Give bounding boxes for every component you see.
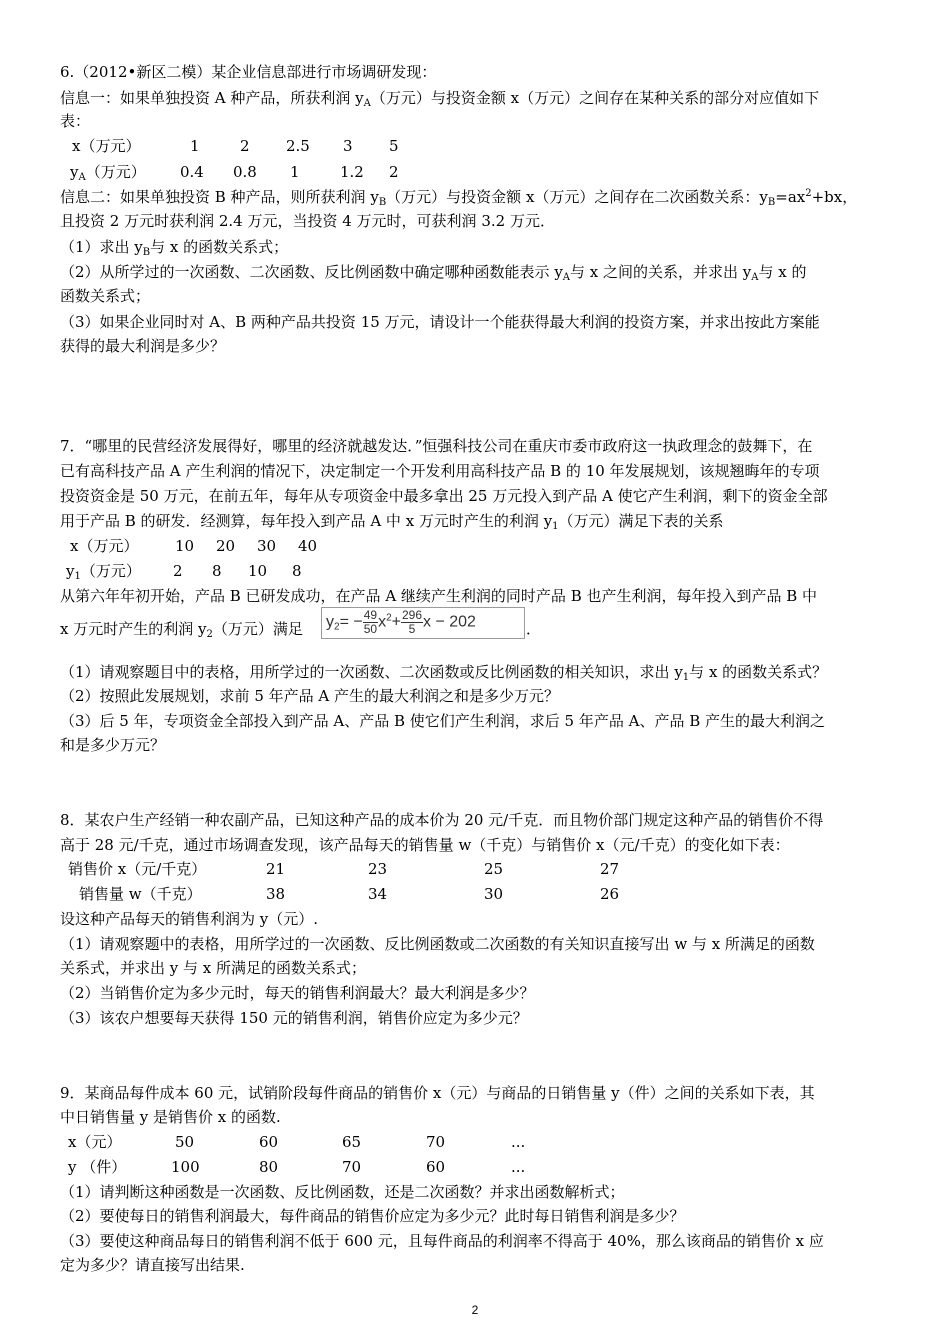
q7-table-cell: 2 — [173, 562, 183, 580]
q7-table-y-label: $y_1$（万元） — [66, 562, 141, 582]
q7-table-cell: 10 — [175, 537, 195, 555]
q7-table-x-label: x（万元） — [70, 537, 139, 555]
q9-table-cell: 70 — [342, 1158, 362, 1176]
q8-table-x-label: 销售价 x（元/千克） — [68, 860, 207, 878]
q9-table-cell: 60 — [259, 1133, 279, 1151]
q7-table-cell: 8 — [212, 562, 222, 580]
q7-table-cell: 8 — [292, 562, 302, 580]
q9-part3-cont: 定为多少？请直接写出结果. — [60, 1256, 245, 1274]
q6-table-cell: 0.4 — [180, 163, 204, 181]
q8-part2: （2）当销售价定为多少元时，每天的销售利润最大？最大利润是多少？ — [60, 984, 535, 1002]
q8-table-cell: 34 — [368, 885, 388, 903]
page-number: 2 — [471, 1303, 479, 1317]
q6-table-cell: 1 — [190, 137, 200, 155]
q6-table-cell: 2 — [389, 163, 399, 181]
q9-table-cell: ... — [511, 1133, 526, 1151]
q6-table-cell: 3 — [343, 137, 353, 155]
q9-table-cell: 70 — [426, 1133, 446, 1151]
q9-table-cell: 60 — [426, 1158, 446, 1176]
q7-line: 用于产品 B 的研发．经测算，每年投入到产品 A 中 x 万元时产生的利润 $y_1$（万元）满足下表的关系 — [60, 512, 724, 532]
q7-table-cell: 30 — [257, 537, 277, 555]
q8-line: 设这种产品每天的销售利润为 y（元）. — [60, 910, 319, 928]
q7-line: x 万元时产生的利润 $y_2$（万元）满足 — [60, 620, 303, 640]
q6-info1-cont: 表： — [60, 112, 91, 130]
q7-part3-cont: 和是多少万元？ — [60, 736, 166, 754]
q8-table-y-label: 销售量 w（千克） — [79, 885, 202, 903]
q7-line-end: ． — [526, 620, 542, 638]
q7-table-cell: 20 — [216, 537, 236, 555]
q6-part3-cont: 获得的最大利润是多少？ — [60, 337, 226, 355]
q8-table-cell: 38 — [266, 885, 286, 903]
q8-table-cell: 30 — [484, 885, 504, 903]
q7-part2: （2）按照此发展规划，求前 5 年产品 A 产生的最大利润之和是多少万元？ — [60, 687, 559, 705]
q7-line: 投资资金是 50 万元，在前五年，每年从专项资金中最多拿出 25 万元投入到产品 A 使它产生利润，剩下的资金全部 — [60, 487, 828, 505]
q6-table-cell: 2.5 — [286, 137, 310, 155]
q9-table-x-label: x（元） — [68, 1133, 122, 1151]
q7-line: 7．“哪里的民营经济发展得好，哪里的经济就越发达．”恒强科技公司在重庆市委市政府这一执政理念的鼓舞下，在 — [60, 437, 813, 455]
q8-part3: （3）该农户想要每天获得 150 元的销售利润，销售价应定为多少元？ — [60, 1009, 528, 1027]
q6-info2: 信息二：如果单独投资 B 种产品，则所获利润 $y_B$（万元）与投资金额 x（万元）之间存在二次函数关系：$y_B=ax^2+bx$， — [60, 188, 858, 208]
q9-line: 9．某商品每件成本 60 元，试销阶段每件商品的销售价 x（元）与商品的日销售量 y（件）之间的关系如下表，其 — [60, 1084, 815, 1102]
q9-part2: （2）要使每日的销售利润最大，每件商品的销售价应定为多少元？此时每日销售利润是多少？ — [60, 1207, 685, 1225]
q7-table-cell: 10 — [248, 562, 268, 580]
q6-part2: （2）从所学过的一次函数、二次函数、反比例函数中确定哪种函数能表示 $y_A$与 x 之间的关系，并求出 $y_A$与 x 的 — [60, 263, 807, 283]
q8-table-cell: 25 — [484, 860, 504, 878]
q9-table-cell: ... — [511, 1158, 526, 1176]
q8-table-cell: 26 — [600, 885, 620, 903]
q6-table-cell: 0.8 — [233, 163, 257, 181]
q8-table-cell: 21 — [266, 860, 286, 878]
q8-line: 高于 28 元/千克，通过市场调查发现，该产品每天的销售量 w（千克）与销售价 x（元/千克）的变化如下表： — [60, 836, 790, 854]
q6-info1: 信息一：如果单独投资 A 种产品，所获利润 $y_A$（万元）与投资金额 x（万元）之间存在某种关系的部分对应值如下 — [60, 89, 820, 109]
q9-table-cell: 80 — [259, 1158, 279, 1176]
q9-table-cell: 100 — [171, 1158, 200, 1176]
q9-table-y-label: y （件） — [68, 1158, 127, 1176]
q9-line: 中日销售量 y 是销售价 x 的函数. — [60, 1108, 281, 1126]
q9-table-cell: 65 — [342, 1133, 362, 1151]
q6-table-y-label: $y_A$（万元） — [70, 163, 146, 183]
q8-part1-cont: 关系式，并求出 y 与 x 所满足的函数关系式； — [60, 959, 367, 977]
q9-part3: （3）要使这种商品每日的销售利润不低于 600 元，且每件商品的利润率不得高于 40%，那么该商品的销售价 x 应 — [60, 1232, 824, 1250]
q8-part1: （1）请观察题中的表格，用所学过的一次函数、反比例函数或二次函数的有关知识直接写出 w 与 x 所满足的函数 — [60, 935, 815, 953]
q7-line: 已有高科技产品 A 产生利润的情况下，决定制定一个开发利用高科技产品 B 的 10 年发展规划，该规翘晦年的专项 — [60, 462, 820, 480]
q6-table-cell: 5 — [389, 137, 399, 155]
q6-table-x-label: x（万元） — [72, 137, 141, 155]
q6-table-cell: 1 — [290, 163, 300, 181]
q9-part1: （1）请判断这种函数是一次函数、反比例函数，还是二次函数？并求出函数解析式； — [60, 1183, 625, 1201]
q8-line: 8．某农户生产经销一种农副产品，已知这种产品的成本价为 20 元/千克．而且物价部门规定这种产品的销售价不得 — [60, 811, 824, 829]
q6-table-cell: 2 — [240, 137, 250, 155]
q6-title: 6.（2012•新区二模）某企业信息部进行市场调研发现： — [60, 63, 437, 81]
q7-formula-image — [321, 607, 525, 639]
q8-table-cell: 27 — [600, 860, 620, 878]
q8-table-cell: 23 — [368, 860, 388, 878]
q6-part2-cont: 函数关系式； — [60, 287, 151, 305]
q6-part3: （3）如果企业同时对 A、B 两种产品共投资 15 万元，请设计一个能获得最大利润的投资方案，并求出按此方案能 — [60, 313, 820, 331]
q7-line: 从第六年年初开始，产品 B 已研发成功，在产品 A 继续产生利润的同时产品 B 也产生利润，每年投入到产品 B 中 — [60, 587, 818, 605]
q6-part1: （1）求出 $y_B$与 x 的函数关系式； — [60, 238, 289, 258]
q9-table-cell: 50 — [175, 1133, 195, 1151]
q7-table-cell: 40 — [298, 537, 318, 555]
q7-formula: $y_2=$ − $\frac{49}{50}$ $x^2+$ $\frac{296}{5}$ x − 202 — [326, 608, 476, 636]
q6-info2-cont: 且投资 2 万元时获利润 2.4 万元，当投资 4 万元时，可获利润 3.2 万元． — [60, 212, 555, 230]
q6-table-cell: 1.2 — [340, 163, 364, 181]
q7-part1: （1）请观察题目中的表格，用所学过的一次函数、二次函数或反比例函数的相关知识，求出 $y_1$与 x 的函数关系式？ — [60, 663, 828, 683]
q7-part3: （3）后 5 年，专项资金全部投入到产品 A、产品 B 使它们产生利润，求后 5 年产品 A、产品 B 产生的最大利润之 — [60, 712, 826, 730]
